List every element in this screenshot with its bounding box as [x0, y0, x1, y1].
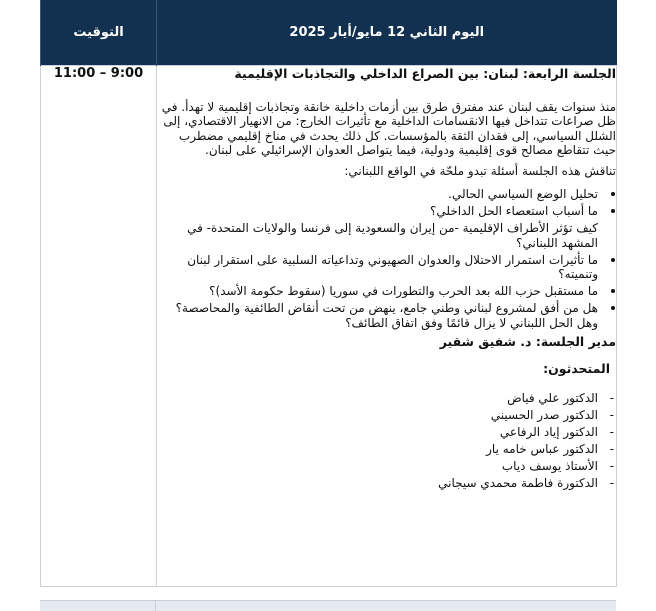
moderator: مدير الجلسة: د. شفيق شقير — [439, 333, 616, 349]
speaker-item: - الدكتورة فاطمة محمدي سيجاني — [157, 475, 598, 492]
speaker-item: - الأستاذ يوسف دياب — [157, 458, 598, 475]
list-item: ما أسباب استعصاء الحل الداخلي؟ — [157, 204, 598, 218]
list-item: ما تأثيرات استمرار الاحتلال والعدوان الصهيوني وتداعياته السلبية على استقرار لبنان وتنميته؟ — [157, 253, 598, 281]
speaker-item: - الدكتور إياد الرفاعي — [157, 424, 598, 441]
schedule-table — [40, 0, 617, 587]
speaker-item: - الدكتور عباس خامه يار — [157, 441, 598, 458]
header-row — [41, 0, 617, 66]
session-time: 11:00 – 9:00 — [41, 66, 157, 587]
session-title: الجلسة الرابعة: لبنان: بين الصراع الداخلي والتجاذبات الإقليمية — [234, 66, 616, 81]
schedule-sheet — [40, 0, 616, 610]
next-row-edge — [40, 600, 616, 611]
speakers-heading: المتحدثون: — [543, 360, 610, 376]
list-item: تحليل الوضع السياسي الحالي. — [157, 187, 598, 201]
speaker-item: - الدكتور صدر الحسيني — [157, 407, 598, 424]
day-header: اليوم الثاني 12 مايو/أيار 2025 — [157, 0, 617, 66]
session-content-cell — [157, 66, 617, 587]
speakers-list — [157, 390, 616, 492]
session-row — [41, 66, 617, 587]
session-intro: منذ سنوات يقف لبنان عند مفترق طرق بين أزمات داخلية خانقة وتجاذبات إقليمية لا تهدأ. في ظل صراعات تتداخل فيها الانقسامات الداخلية مع تأثيرات الخارج: من الانهيار الاقتصادي، إلى الشلل السياسي، إلى فقدان الثقة بالمؤسسات. كل ذلك يحدث في مناخ إقليمي مضطرب حيث تتقاطع مصالح قوى إقليمية ودولية، فيما يتواصل العدوان الإسرائيلي على لبنان. — [161, 100, 616, 158]
speaker-item: - الدكتور علي فياض — [157, 390, 598, 407]
time-header: التوقيت — [41, 0, 157, 66]
list-item: كيف تؤثر الأطراف الإقليمية -من إيران والسعودية إلى فرنسا والولايات المتحدة- في المشهد اللبناني؟ — [187, 221, 598, 250]
list-item: ما مستقبل حزب الله بعد الحرب والتطورات في سوريا (سقوط حكومة الأسد)؟ — [157, 284, 598, 298]
session-lead: تناقش هذه الجلسة أسئلة تبدو ملحّة في الواقع اللبناني: — [344, 163, 616, 178]
list-item: هل من أفق لمشروع لبناني وطني جامع، ينهض من تحت أنقاض الطائفية والمحاصصة؟ وهل الحل اللبناني لا يزال قائمًا وفق اتفاق الطائف؟ — [157, 301, 598, 329]
questions-list — [157, 187, 616, 330]
